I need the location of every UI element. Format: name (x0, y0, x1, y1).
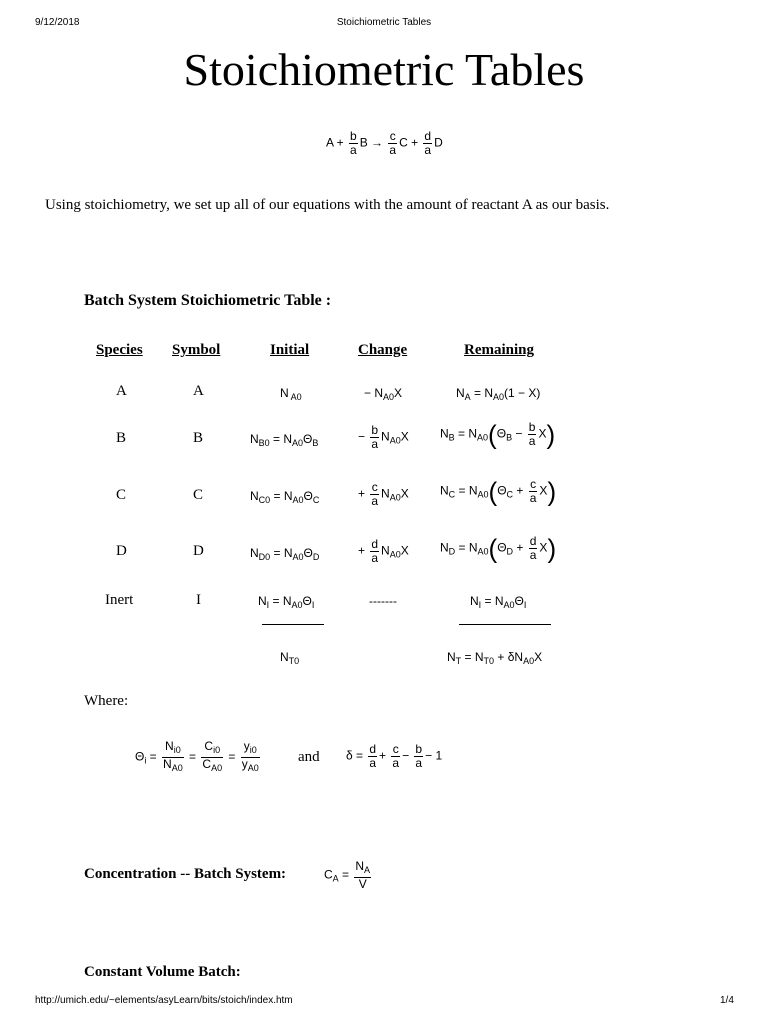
theta-definition: $\Theta_i$ = $\frac{N_{i0}}{N_{A0}}$ = $\frac{C_{i0}}{C_{A0}}$ = $\frac{y_{i0}}{y_{A0}}$ (135, 739, 259, 773)
col-header-species: Species (96, 342, 143, 358)
species-d: D (116, 543, 127, 559)
col-header-symbol: Symbol (172, 342, 221, 358)
change-b: − $\frac{b}{a}$ $N_{A0}X$ (358, 423, 409, 451)
col-header-initial: Initial (270, 342, 310, 358)
delta-definition: δ = $\frac{d}{a}$ + $\frac{c}{a}$ − $\frac{b}{a}$ − 1 (346, 742, 443, 770)
remaining-c: $N_C = N_{A0}(\Theta_C$ + $\frac{c}{a}$ X) (440, 476, 557, 507)
symbol-a: A (193, 383, 204, 399)
remaining-a: $N_A = N_{A0}(1 - X)$ (456, 386, 541, 402)
initial-d: $N_{D0} = N_{A0}\Theta_D$ (250, 546, 320, 562)
where-label: Where: (84, 693, 129, 709)
print-date: 9/12/2018 (35, 17, 80, 28)
concentration-equation: $C_A$ = $\frac{N_A}{V}$ (324, 859, 371, 891)
remaining-inert: $N_I = N_{A0}\Theta_I$ (470, 594, 527, 610)
concentration-heading: Concentration -- Batch System: (84, 866, 287, 882)
col-header-change: Change (358, 342, 408, 358)
species-c: C (116, 487, 127, 503)
initial-b: $N_{B0} = N_{A0}\Theta_B$ (250, 432, 319, 448)
change-a: − $N_{A0}X$ (364, 386, 403, 402)
remaining-d: $N_D = N_{A0}(\Theta_D$ + $\frac{d}{a}$ X) (440, 533, 557, 564)
symbol-c: C (193, 487, 204, 503)
print-page-number: 1/4 (720, 995, 734, 1006)
change-c: + $\frac{c}{a}$ $N_{A0}X$ (358, 480, 409, 508)
symbol-b: B (193, 430, 204, 446)
intro-text: Using stoichiometry, we set up all of our equations with the amount of reactant A as our basis. (45, 197, 610, 213)
print-page-title: Stoichiometric Tables (336, 17, 432, 28)
species-a: A (116, 383, 127, 399)
species-b: B (116, 430, 127, 446)
initial-total: $N_{T0}$ (280, 650, 300, 666)
and-label: and (298, 749, 320, 765)
initial-c: $N_{C0} = N_{A0}\Theta_C$ (250, 489, 320, 505)
remaining-b: $N_B = N_{A0}(\Theta_B$ − $\frac{b}{a}$ X) (440, 419, 556, 450)
constant-volume-heading: Constant Volume Batch: (84, 964, 241, 980)
symbol-inert: I (196, 592, 201, 608)
remaining-total: $N_T = N_{T0} + \delta N_{A0}X$ (447, 650, 543, 666)
change-d: + $\frac{d}{a}$ $N_{A0}X$ (358, 537, 409, 565)
page-title: Stoichiometric Tables (183, 44, 585, 95)
species-inert: Inert (105, 592, 134, 608)
col-header-remaining: Remaining (464, 342, 535, 358)
initial-inert: $N_I = N_{A0}\Theta_I$ (258, 594, 315, 610)
symbol-d: D (193, 543, 204, 559)
print-url: http://umich.edu/~elements/asyLearn/bits/stoich/index.htm (35, 995, 293, 1006)
initial-a: N $_{A0}$ (280, 386, 302, 402)
reaction-equation: A + $\frac{b}{a}$ B → $\frac{c}{a}$ C + $\frac{d}{a}$ D (326, 129, 443, 157)
initial-sum-rule (262, 624, 324, 625)
remaining-sum-rule (459, 624, 551, 625)
batch-table-heading: Batch System Stoichiometric Table : (84, 292, 332, 309)
change-inert: ------- (369, 594, 397, 608)
